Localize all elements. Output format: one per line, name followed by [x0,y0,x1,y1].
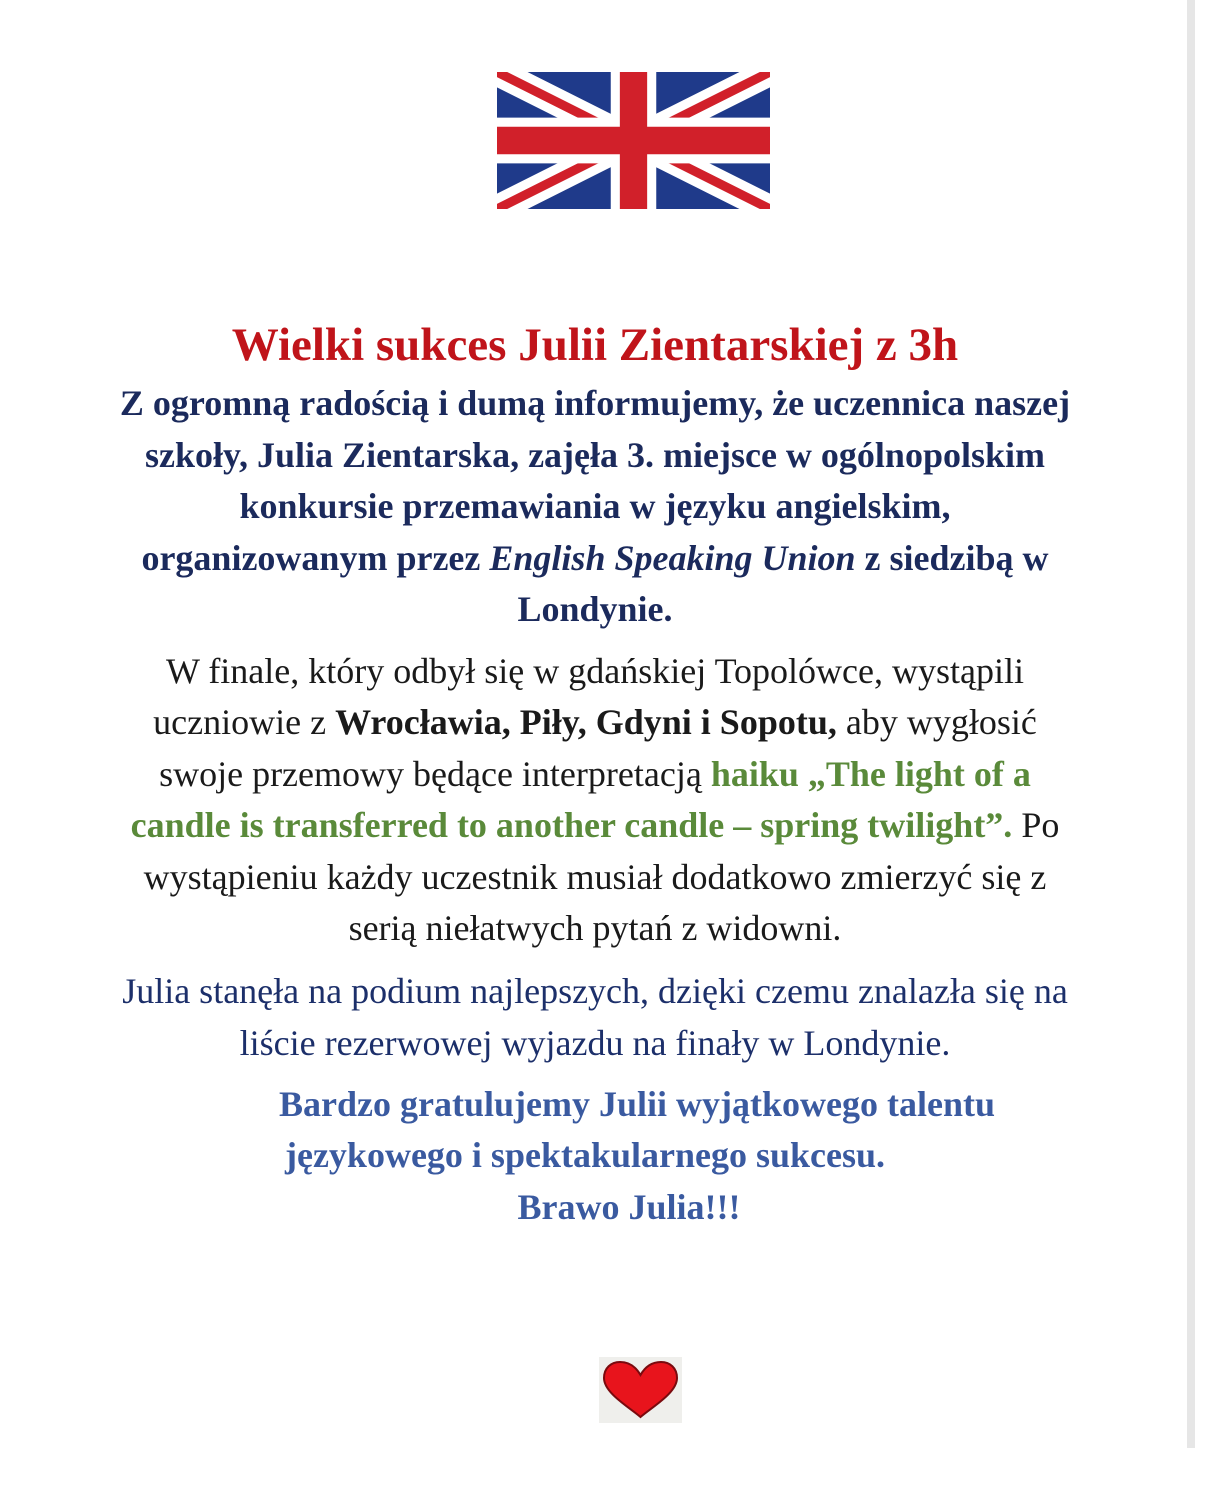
congratulations-block [100,1079,1090,1234]
haiku-quote: haiku „The light of a candle is transferred to another candle – spring twilight”. [130,753,1031,845]
final-part1: W finale, który odbył się w gdańskiej Topolówce, wystąpili uczniowie z [153,650,1024,742]
final-part2: aby wygłosić swoje przemowy będące interpretacją [159,702,1037,794]
article-title: Wielki sukces Julii Zientarskiej z 3h [231,319,959,371]
congrats-line-3: Brawo Julia!!! [517,1186,741,1227]
cities-list: Wrocławia, Piły, Gdyni i Sopotu, [335,702,837,742]
podium-paragraph: Julia stanęła na podium najlepszych, dzięki czemu znalazła się na liście rezerwowej wyjazdu na finały w Londynie. [122,970,1068,1063]
intro-tail: z siedzibą w Londynie. [517,537,1049,629]
final-description-paragraph [100,646,1090,955]
congrats-line-2: językowego i spektakularnego sukcesu. [284,1135,886,1175]
congrats-line-1: Bardzo gratulujemy Julii wyjątkowego talentu [279,1083,995,1124]
intro-paragraph [100,378,1090,636]
scrollbar-track[interactable] [1187,0,1195,1448]
intro-lead: Z ogromną radością i dumą informujemy, że uczennica naszej szkoły, Julia Zientarska, zajęła 3. miejsce w ogólnopolskim konkursie przemawiania w języku angielskim, organizowanym przez [119,383,1071,578]
organization-name: English Speaking Union [489,537,856,578]
heart-icon [599,1357,682,1423]
final-part3: Po wystąpieniu każdy uczestnik musiał dodatkowo zmierzyć się z serią niełatwych pytań z widowni. [143,805,1060,948]
uk-flag-icon [497,72,770,209]
article [100,312,1090,1233]
